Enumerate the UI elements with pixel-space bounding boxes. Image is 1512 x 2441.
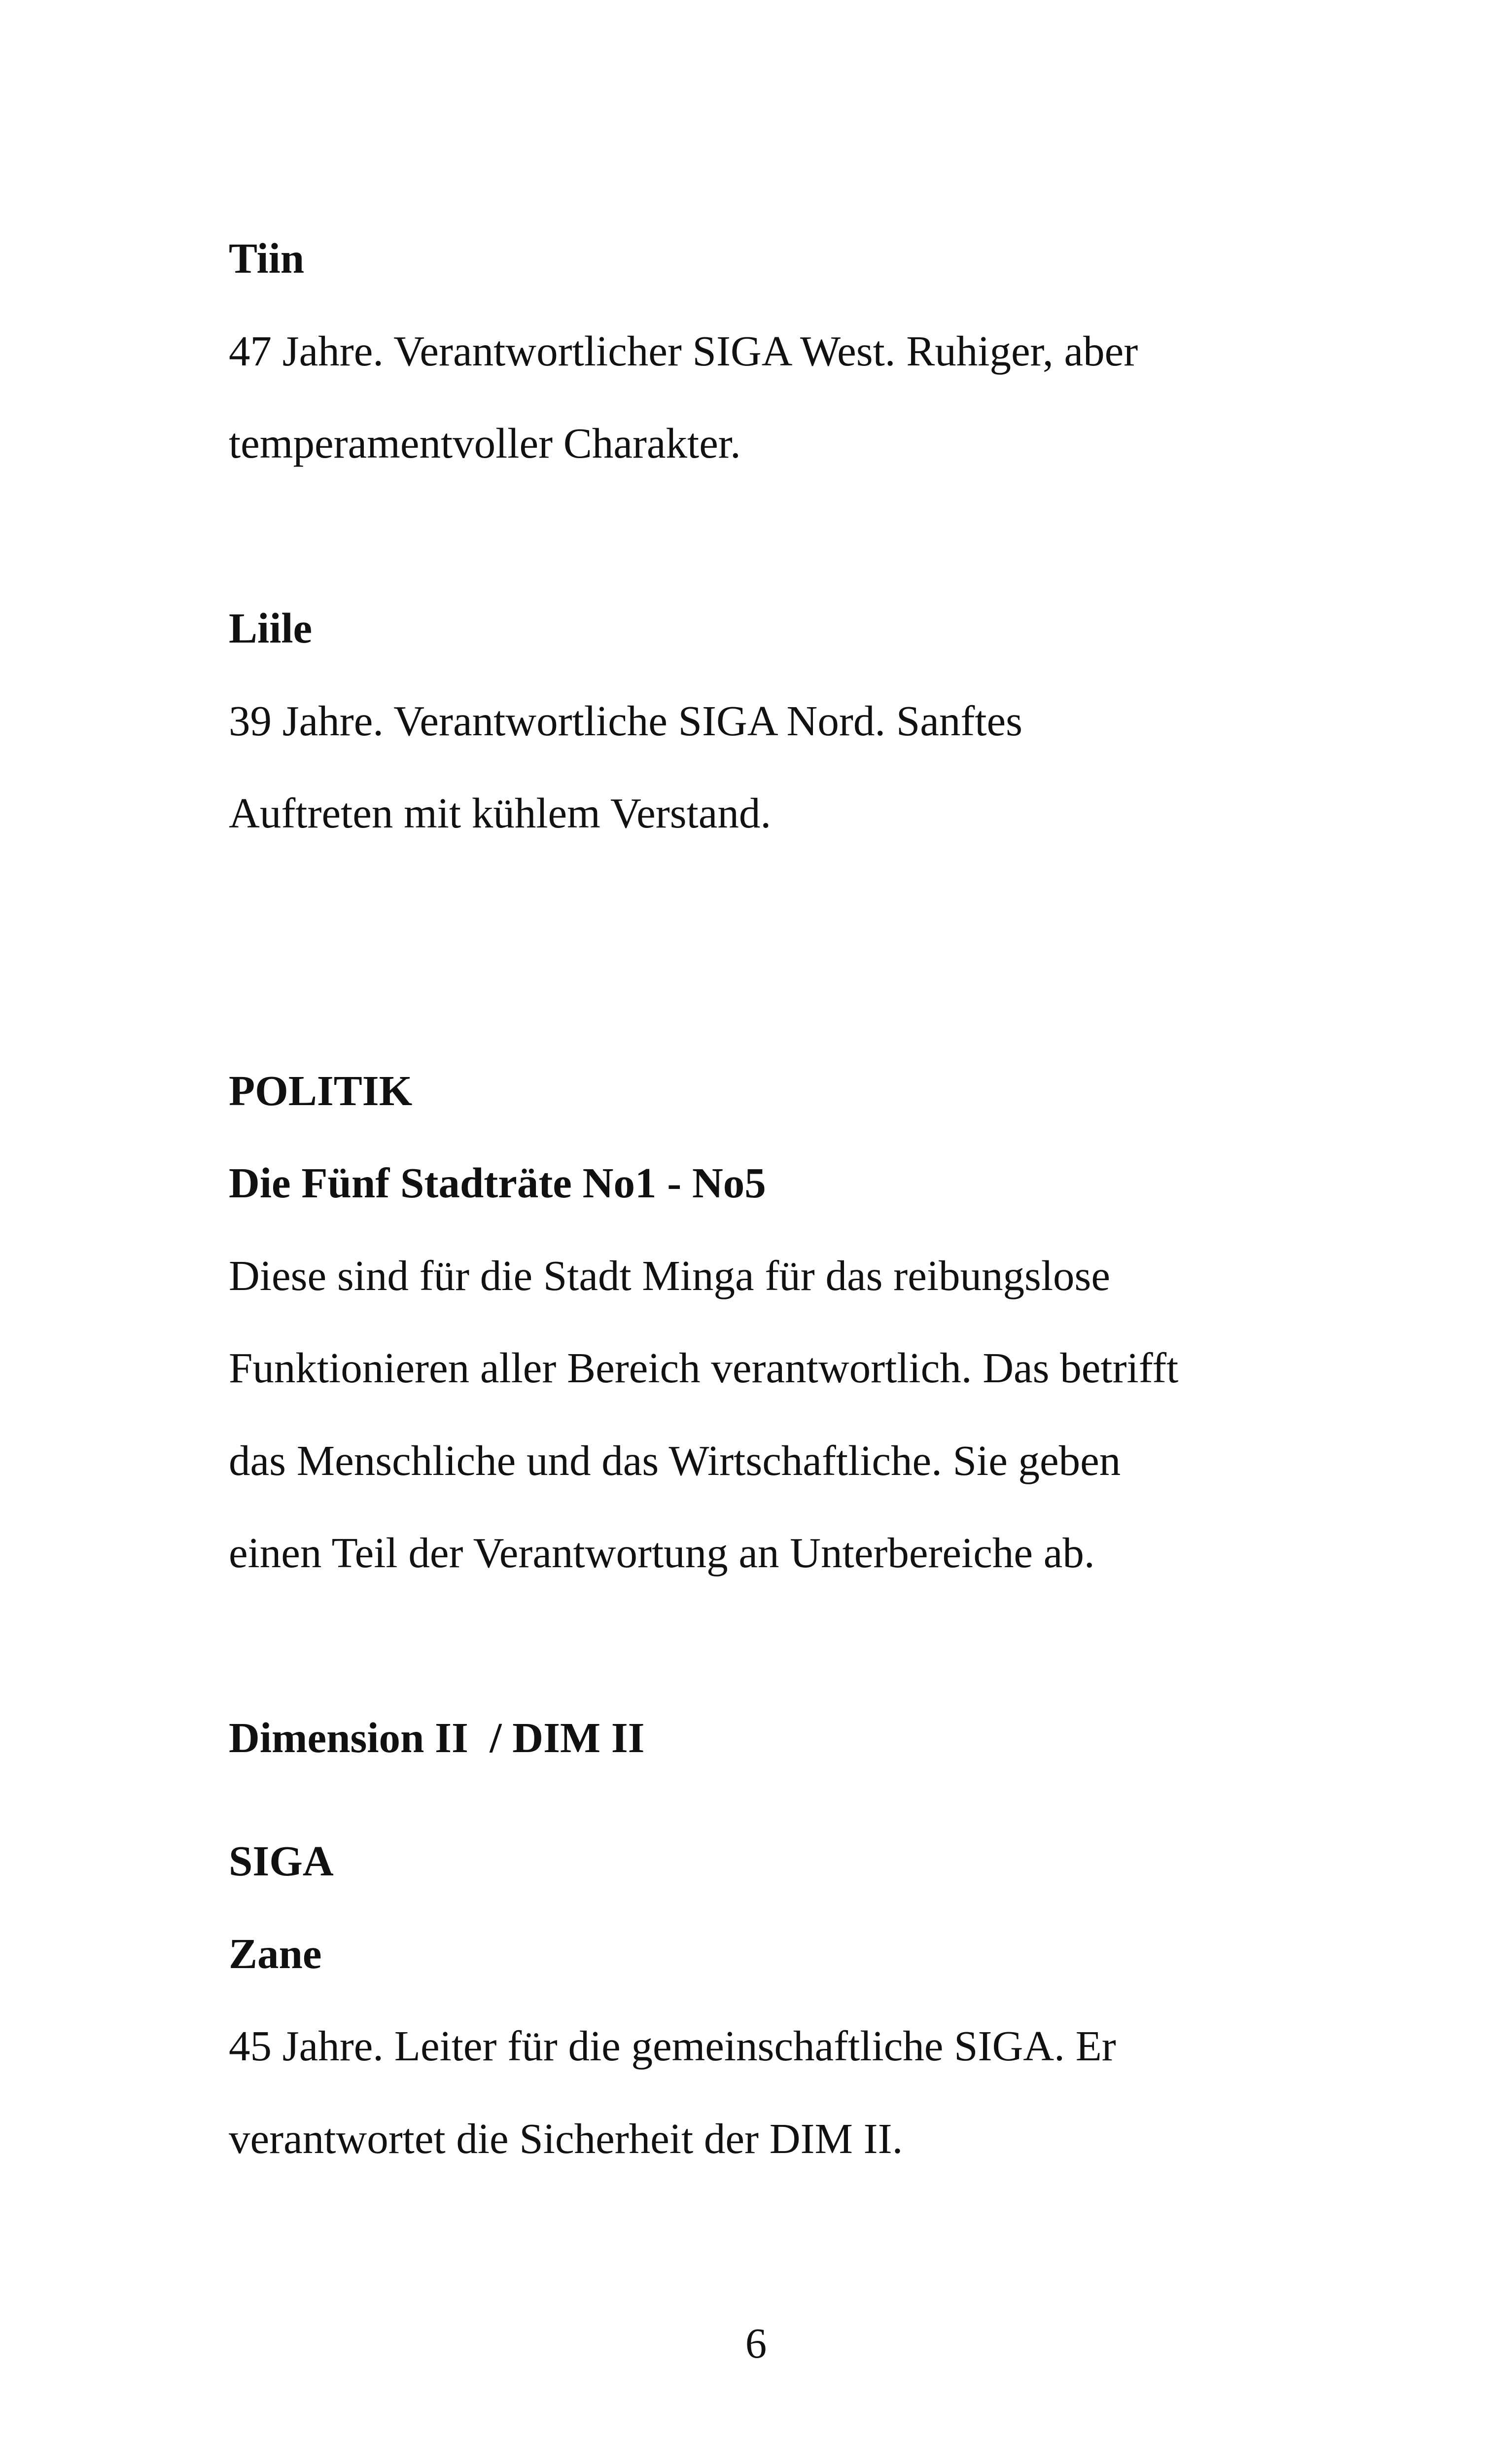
character-name-zane: Zane xyxy=(229,1930,322,1977)
page-number: 6 xyxy=(745,2319,767,2367)
character-name-liile: Liile xyxy=(229,604,313,652)
character-name-tiin: Tiin xyxy=(229,234,305,282)
section-heading-dimension: Dimension II / DIM II xyxy=(229,1714,645,1761)
character-desc-line: temperamentvoller Charakter. xyxy=(229,419,741,467)
body-text-line: Diese sind für die Stadt Minga für das reibungslose xyxy=(229,1252,1111,1299)
section-subheading: Die Fünf Stadträte No1 - No5 xyxy=(229,1159,766,1207)
character-desc-line: 39 Jahre. Verantwortliche SIGA Nord. Sanftes xyxy=(229,697,1022,745)
body-text-line: das Menschliche und das Wirtschaftliche. Sie geben xyxy=(229,1436,1121,1484)
character-desc-line: 45 Jahre. Leiter für die gemeinschaftliche SIGA. Er xyxy=(229,2022,1116,2070)
character-desc-line: Auftreten mit kühlem Verstand. xyxy=(229,789,772,837)
character-desc-line: 47 Jahre. Verantwortlicher SIGA West. Ruhiger, aber xyxy=(229,327,1138,375)
character-desc-line: verantwortet die Sicherheit der DIM II. xyxy=(229,2115,903,2162)
section-heading-politik: POLITIK xyxy=(229,1067,413,1114)
body-text-line: einen Teil der Verantwortung an Unterbereiche ab. xyxy=(229,1529,1095,1577)
body-text-line: Funktionieren aller Bereich verantwortlich. Das betrifft xyxy=(229,1344,1179,1392)
section-heading-siga: SIGA xyxy=(229,1837,334,1885)
